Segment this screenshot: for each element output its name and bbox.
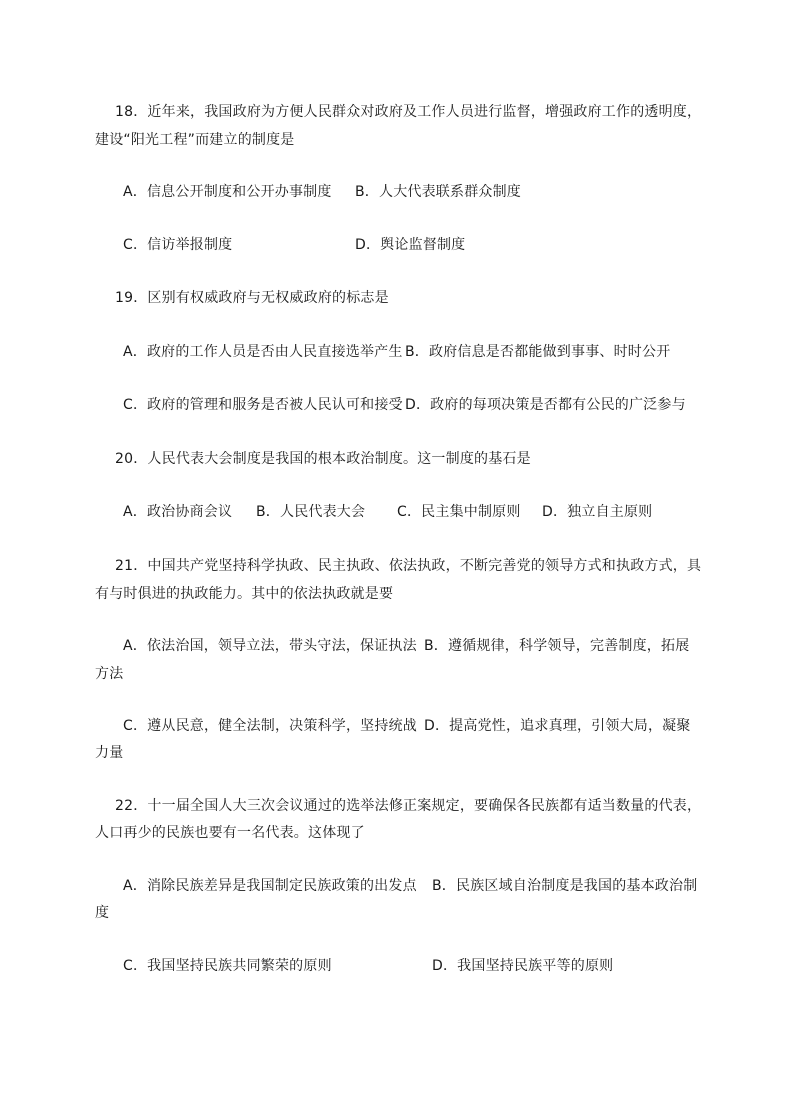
q20-option-a: A．政治协商会议 (123, 504, 233, 520)
q20-option-d: D．独立自主原则 (542, 504, 653, 520)
q19-stem-line1: 19．区别有权威政府与无权威政府的标志是 (115, 290, 389, 306)
q19-option-d: D．政府的每项决策是否都有公民的广泛参与 (405, 397, 686, 413)
q21-option-c: C．遵从民意，健全法制，决策科学，坚持统战 (123, 718, 417, 734)
q22-option-b-line2: 度 (95, 905, 110, 921)
q21-stem-line2: 有与时俱进的执政能力。其中的依法执政就是要 (95, 586, 394, 602)
q22-option-d: D．我国坚持民族平等的原则 (432, 958, 614, 974)
q22-option-a: A．消除民族差异是我国制定民族政策的出发点 (123, 878, 417, 894)
q18-option-d: D．舆论监督制度 (355, 237, 466, 253)
q19-option-b: B．政府信息是否都能做到事事、时时公开 (405, 344, 671, 360)
q21-option-d-line1: D．提高党性，追求真理，引领大局，凝聚 (424, 718, 691, 734)
q21-option-a: A．依法治国，领导立法，带头守法，保证执法 (123, 638, 417, 654)
q18-option-b: B．人大代表联系群众制度 (355, 184, 522, 200)
q19-option-c: C．政府的管理和服务是否被人民认可和接受 (123, 397, 403, 413)
q21-stem-line1: 21．中国共产党坚持科学执政、民主执政、依法执政，不断完善党的领导方式和执政方式，具 (115, 558, 702, 574)
q20-stem-line1: 20．人民代表大会制度是我国的根本政治制度。这一制度的基石是 (115, 451, 531, 467)
q18-stem-line1: 18．近年来，我国政府为方便人民群众对政府及工作人员进行监督，增强政府工作的透明度， (115, 104, 702, 120)
q21-option-b-line2: 方法 (95, 666, 124, 682)
q22-option-b-line1: B．民族区域自治制度是我国的基本政治制 (432, 878, 698, 894)
q18-stem-line2: 建设“阳光工程”而建立的制度是 (95, 132, 295, 148)
q21-option-b-line1: B．遵循规律，科学领导，完善制度，拓展 (424, 638, 690, 654)
q20-option-c: C．民主集中制原则 (397, 504, 521, 520)
q22-stem-line2: 人口再少的民族也要有一名代表。这体现了 (95, 825, 365, 841)
q22-option-c: C．我国坚持民族共同繁荣的原则 (123, 958, 332, 974)
q19-option-a: A．政府的工作人员是否由人民直接选举产生 (123, 344, 403, 360)
q20-option-b: B．人民代表大会 (256, 504, 366, 520)
q21-option-d-line2: 力量 (95, 745, 124, 761)
q18-option-c: C．信访举报制度 (123, 237, 233, 253)
q18-option-a: A．信息公开制度和公开办事制度 (123, 184, 332, 200)
q22-stem-line1: 22．十一届全国人大三次会议通过的选举法修正案规定，要确保各民族都有适当数量的代表， (115, 798, 702, 814)
